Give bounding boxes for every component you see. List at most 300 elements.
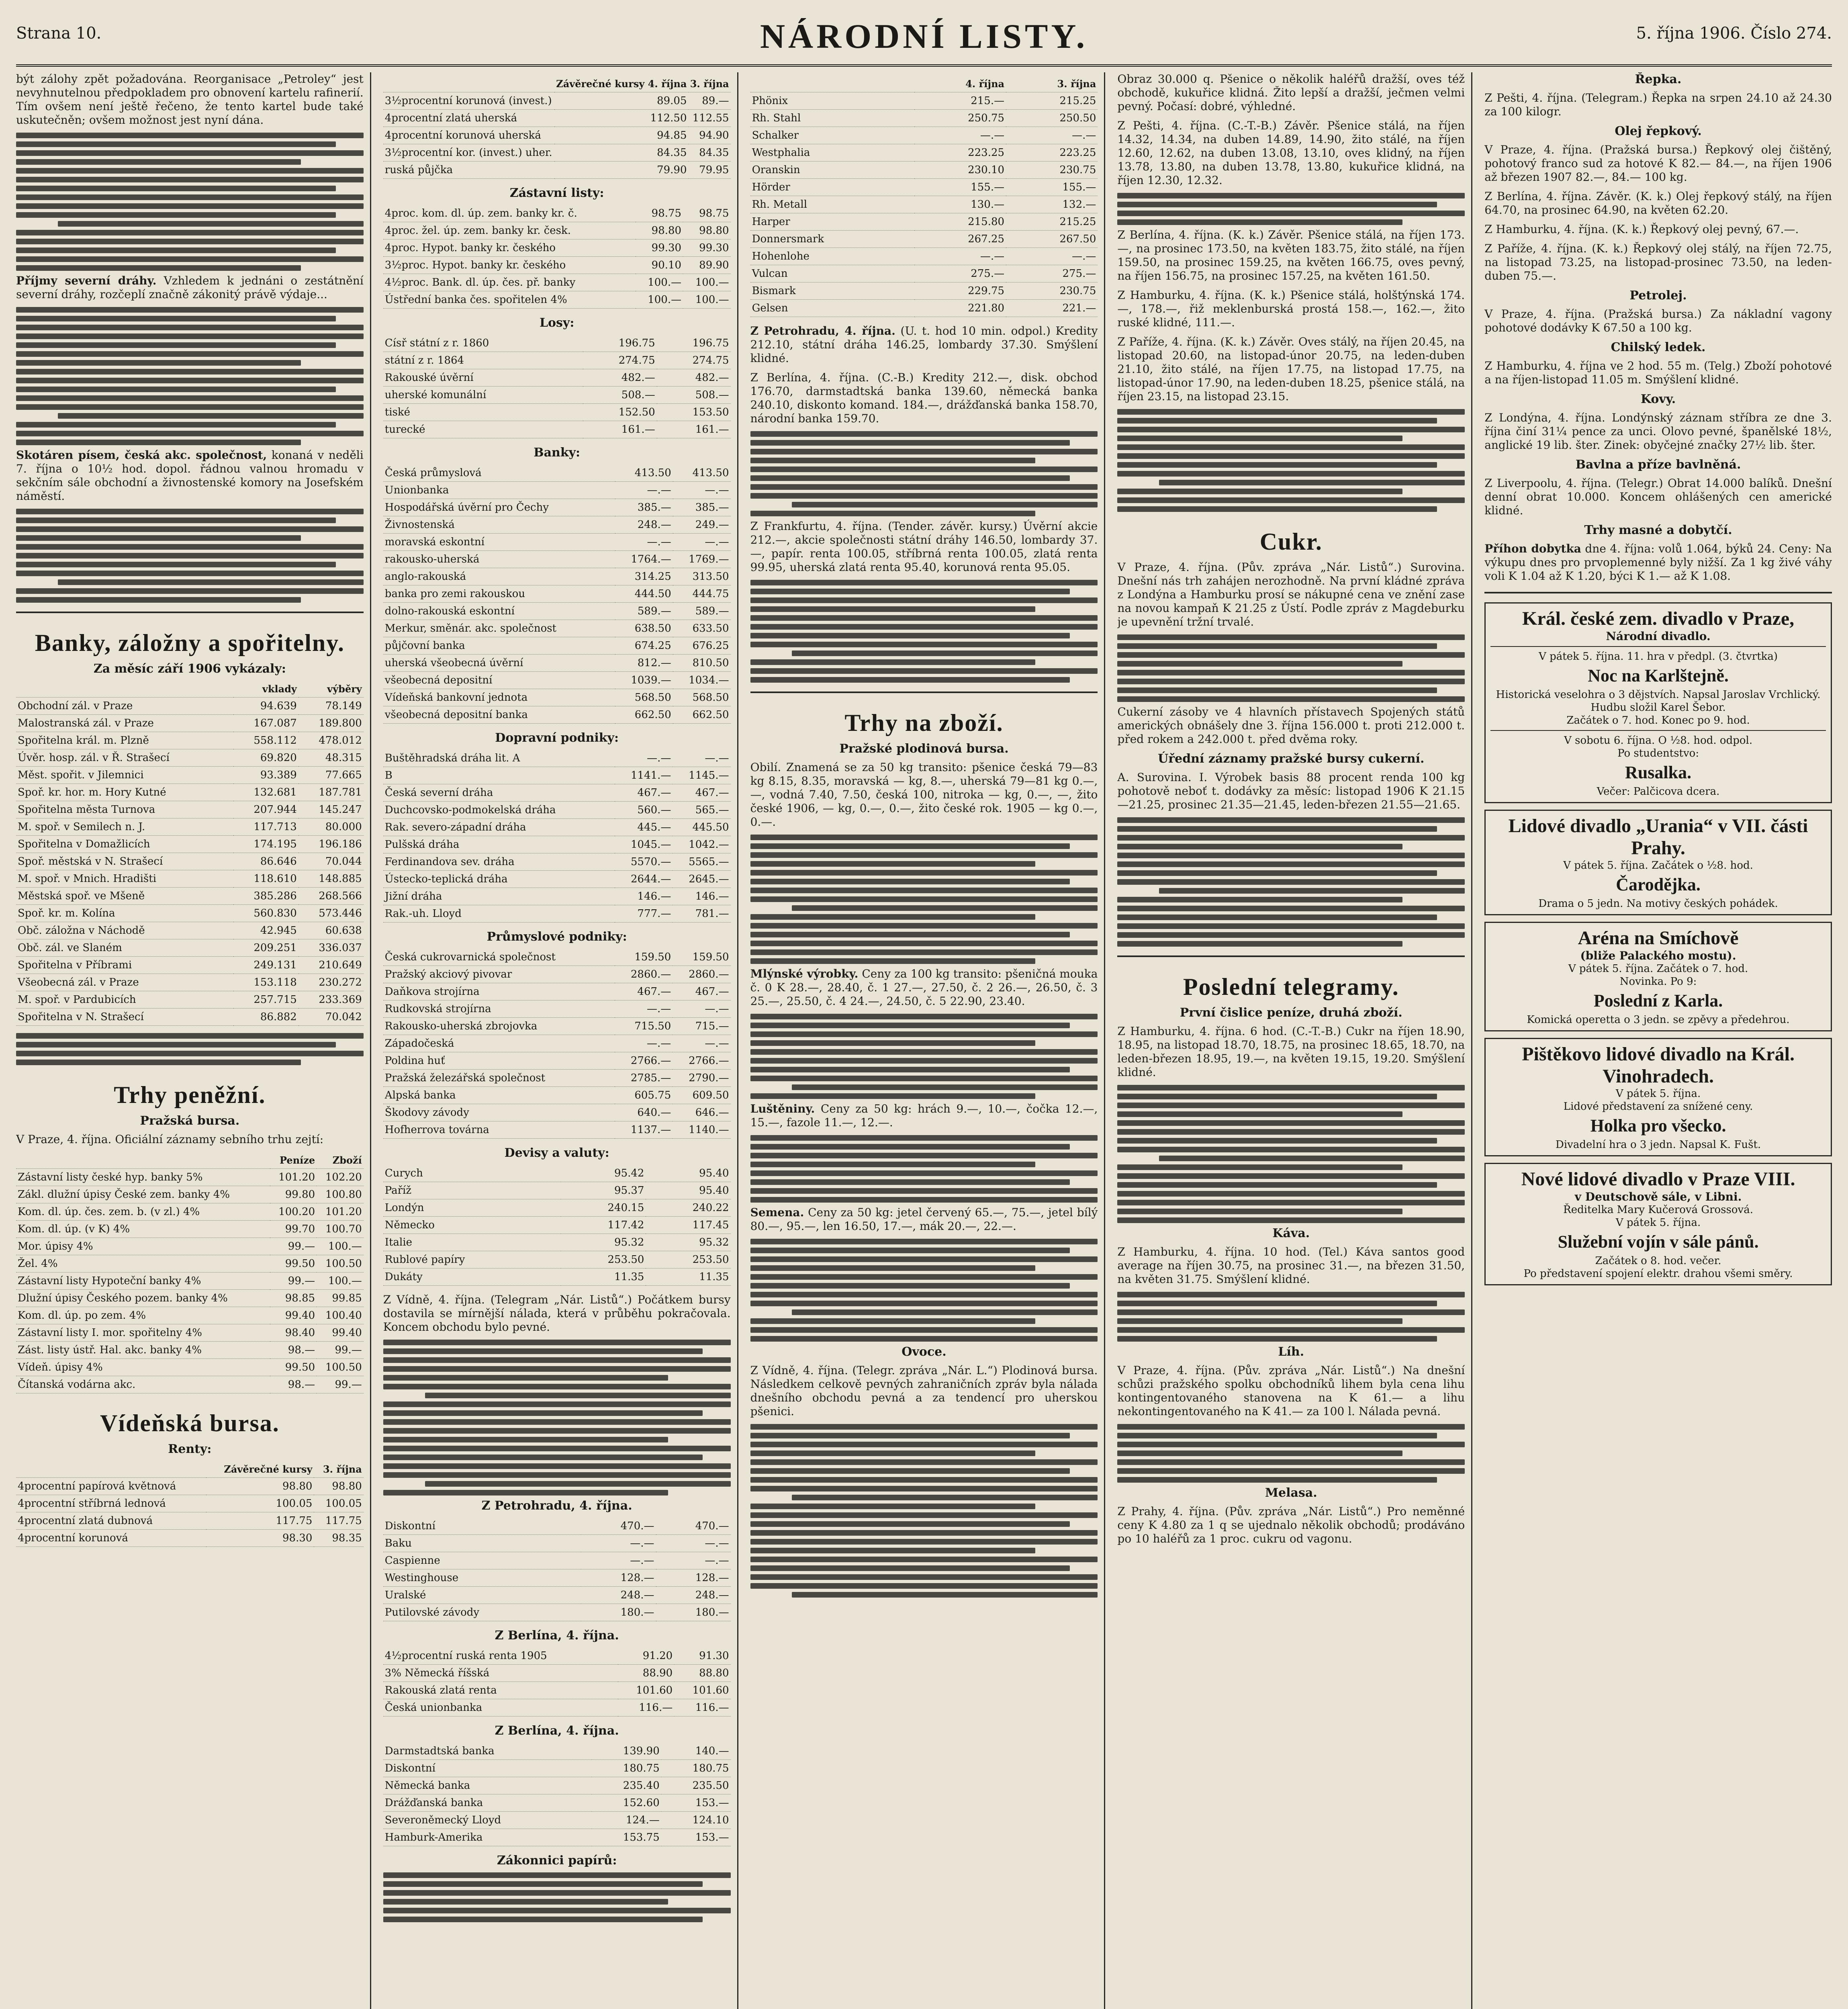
ad-line: Drama o 5 jedn. Na motivy českých pohádek.	[1538, 898, 1778, 910]
table-cell: Úvěr. hosp. zál. v Ř. Strašecí	[16, 749, 233, 767]
table-cell: anglo-rakouská	[383, 568, 615, 585]
table-cell: 715.50	[615, 1018, 673, 1035]
telegram-text: Z Hamburku, 4. října. 6 hod. (C.-T.-B.) Cukr na říjen 18.90, 18.95, na listopad 18.70, 18.75, na prosinec 18.65, 18.70, na leden-březen 18.95, 19.—, na květen 19.15, 19.20. Smýšlení klidné.	[1117, 1025, 1465, 1079]
table-cell: 91.30	[674, 1647, 730, 1665]
table-cell: 70.044	[298, 853, 364, 870]
table-row	[16, 1203, 364, 1221]
table-cell: Mor. úpisy 4%	[16, 1238, 270, 1255]
body-text	[1117, 409, 1465, 512]
table-cell: Česká unionbanka	[383, 1699, 618, 1716]
table-cell: 88.90	[618, 1665, 674, 1682]
pest-text: Z Pešti, 4. října. (C.-T.-B.) Závěr. Pšenice stálá, na říjen 14.32, 14.34, na duben 14.89, 14.90, žito stálé, na říjen 12.60, 12.62, na duben 13.08, 13.10, oves klidný, na říjen 13.78, 13.80, na duben 13.78, 13.80, kukuřice klidná, na říjen 12.30, 12.32.	[1117, 119, 1465, 187]
table-cell: 100.50	[317, 1359, 364, 1376]
body-text	[750, 835, 1098, 964]
table-cell: Putilovské závody	[383, 1604, 581, 1621]
table-cell: 140.—	[661, 1743, 731, 1760]
table-cell: 100.80	[317, 1186, 364, 1203]
table-cell: 180.—	[656, 1604, 731, 1621]
table-row	[383, 482, 731, 499]
table-row	[16, 1221, 364, 1238]
lusteniny-paragraph	[750, 1102, 1098, 1129]
table-row	[383, 1070, 731, 1087]
table-row	[383, 92, 731, 110]
table-row	[750, 144, 1098, 162]
table-row	[383, 706, 731, 724]
table-cell: 257.715	[233, 991, 298, 1009]
table-row	[383, 127, 731, 144]
body-text	[383, 1872, 731, 1922]
table-cell: Všeobecná zál. v Praze	[16, 974, 233, 991]
table-row	[383, 499, 731, 516]
table-cell: 274.75	[583, 352, 657, 369]
trhy-masne-subtitle: Příhon dobytka	[1484, 542, 1581, 555]
table-cell: 215.—	[914, 92, 1006, 110]
table-cell: 98.35	[314, 1530, 363, 1547]
table-cell: Pražská železářská společnost	[383, 1070, 615, 1087]
table-cell: Spořitelna v Příbrami	[16, 957, 233, 974]
table-row	[383, 1182, 731, 1199]
table-cell: 128.—	[656, 1569, 731, 1587]
table-row	[383, 853, 731, 871]
petrolej-title: Petrolej.	[1629, 288, 1687, 303]
table-row	[750, 265, 1098, 282]
table-cell: 79.95	[689, 162, 731, 179]
table-cell: M. spoř. v Semilech n. J.	[16, 818, 233, 836]
table-cell: tiské	[383, 404, 583, 421]
table-cell: 90.10	[636, 257, 683, 274]
cukr-text-2: Cukerní zásoby ve 4 hlavních přístavech Spojených států amerických obnášely dne 3. října 156.000 t. proti 212.000 t. před rokem a 242.000 t. před dvěma roky.	[1117, 705, 1465, 746]
trhy-masne-text: dne 4. října: volů 1.064, býků 24. Ceny: Na výkupu dnes pro prvoplemenné byly nižší. Za 1 kg živé váhy voli K 1.04 až K 1.20, býci K 1.— až K 1.08.	[1484, 542, 1832, 583]
table-cell: 3% Německá říšská	[383, 1665, 618, 1682]
table-cell: 94.639	[233, 698, 298, 715]
table-row	[383, 568, 731, 585]
table-row	[383, 404, 731, 421]
table-row	[383, 551, 731, 568]
table-row	[383, 585, 731, 603]
table-cell: uherská všeobecná úvěrní	[383, 655, 615, 672]
table-cell: 86.882	[233, 1009, 298, 1026]
table-cell: Hofherrova továrna	[383, 1121, 615, 1139]
table-cell: uherské komunální	[383, 387, 583, 404]
table-cell: 4procentní korunová uherská	[383, 127, 554, 144]
kurs3-table	[750, 76, 1098, 317]
sklodrive-paragraph	[16, 448, 364, 503]
table-row	[750, 110, 1098, 127]
devisy-table	[383, 1165, 731, 1286]
table-cell: 196.75	[583, 335, 657, 352]
table-cell: Darmstadtská banka	[383, 1743, 592, 1760]
table-cell: Rakouská zlatá renta	[383, 1682, 618, 1699]
table-cell: —.—	[673, 534, 731, 551]
table-cell: Zást. listy ústř. Hal. akc. banky 4%	[16, 1342, 270, 1359]
ad-subtitle: (bliže Palackého mostu).	[1580, 949, 1736, 962]
trhy-penezni-text: V Praze, 4. října. Oficiální záznamy sebního trhu zejtí:	[16, 1133, 324, 1146]
table-row	[383, 637, 731, 655]
table-cell: 152.60	[592, 1794, 661, 1812]
table-cell: 146.—	[673, 888, 730, 905]
table-row	[383, 1251, 731, 1268]
table-cell: 4procentní zlatá dubnová	[16, 1512, 206, 1530]
table-cell: Obč. záložna v Náchodě	[16, 922, 233, 939]
table-cell: 467.—	[673, 983, 730, 1000]
table-row	[383, 1199, 731, 1217]
table-cell: Jižní dráha	[383, 888, 615, 905]
table-cell: Daňkova strojírna	[383, 983, 615, 1000]
chile-text: Z Hamburku, 4. října ve 2 hod. 55 m. (Telg.) Zboží pohotové a na říjen-listopad 11.05 m. Smýšlení klidné.	[1484, 359, 1832, 386]
table-cell: 638.50	[615, 620, 673, 637]
table-cell: 117.75	[206, 1512, 314, 1530]
table-cell: 153.—	[661, 1794, 731, 1812]
table-cell: Ústecko-teplická dráha	[383, 871, 615, 888]
table-row	[750, 127, 1098, 144]
table-cell: Rh. Metall	[750, 196, 914, 213]
table-cell: 89.05	[554, 92, 689, 110]
cukr-text: V Praze, 4. října. (Pův. zpráva „Nár. Listů“.) Surovina. Dnešní nás trh zahájen nerozhodně. Na první kládné zpráva z Londýna a Hamburku prosí se nákupné cena ve znění zase na novou kampaň K 21.25 z Ústí. Podle zpráv z Magdeburku je upevnění tržní trvalé.	[1117, 561, 1465, 628]
table-cell: turecké	[383, 421, 583, 438]
table-header: Závěrečné kursy 4. října	[554, 76, 689, 92]
table-row	[383, 620, 731, 637]
banky-subtitle: Za měsíc září 1906 vykázaly:	[93, 662, 286, 676]
table-cell: Žel. 4%	[16, 1255, 270, 1273]
table-row	[750, 92, 1098, 110]
table-cell: Spořitelna v Domažlicích	[16, 836, 233, 853]
table-cell: 233.369	[298, 991, 364, 1009]
ad-line: V pátek 5. října. Začátek o ½8. hod.	[1563, 859, 1753, 872]
table-cell: 445.50	[673, 819, 730, 836]
table-header: vklady	[233, 681, 298, 698]
ad-urania	[1484, 810, 1832, 915]
ad-play-title: Noc na Karlštejně.	[1588, 666, 1729, 685]
table-cell: 1145.—	[673, 767, 730, 784]
table-header: Peníze	[270, 1152, 317, 1169]
table-cell: Rak.-uh. Lloyd	[383, 905, 615, 923]
table-cell: Oranskin	[750, 162, 914, 179]
table-row	[383, 421, 731, 438]
table-row	[383, 1087, 731, 1104]
table-cell: —.—	[615, 1000, 673, 1018]
table-cell: 413.50	[615, 464, 673, 482]
table-cell: 78.149	[298, 698, 364, 715]
table-cell: 413.50	[673, 464, 731, 482]
table-cell: 4½procentní ruská renta 1905	[383, 1647, 618, 1665]
table-cell: 560.—	[615, 802, 673, 819]
table-header-row	[383, 76, 731, 92]
ad-separator	[1490, 730, 1826, 731]
divider	[750, 691, 1098, 693]
table-cell: 558.112	[233, 732, 298, 749]
table-row	[383, 1587, 731, 1604]
table-cell: 99.40	[270, 1307, 317, 1324]
table-cell: 482.—	[657, 369, 731, 387]
table-cell: Buštěhradská dráha lit. A	[383, 750, 615, 767]
table-cell: 124.10	[661, 1812, 731, 1829]
table-cell: Kom. dl. úp. po zem. 4%	[16, 1307, 270, 1324]
table-row	[383, 1794, 731, 1812]
table-cell: 314.25	[615, 568, 673, 585]
petrolej-text: V Praze, 4. října. (Pražská bursa.) Za nákladní vagony pohotové dodávky K 67.50 a 100 kg.	[1484, 307, 1832, 334]
table-cell: 777.—	[615, 905, 673, 923]
table-row	[383, 1552, 731, 1569]
berlin2-table	[383, 1743, 731, 1846]
table-cell: 100.—	[683, 291, 731, 309]
table-cell: 267.25	[914, 231, 1006, 248]
ovoce-title: Ovoce.	[902, 1345, 946, 1359]
body-text	[750, 1135, 1098, 1203]
renty-table	[16, 1461, 364, 1547]
petrograd-table	[383, 1518, 731, 1621]
table-cell: Westinghouse	[383, 1569, 581, 1587]
lih-text: V Praze, 4. října. (Pův. zpráva „Nár. Listů“.) Na dnešní schůzi pražského spolku obchodníků lihem byla cena lihu kontingentovaného stanovena na K 61.— a lihu nekontingentovaného na K 41.— za 100 l. Nálada pevná.	[1117, 1364, 1465, 1418]
page-number: Strana 10.	[16, 24, 102, 43]
table-cell: 98.40	[270, 1324, 317, 1342]
table-row	[383, 257, 731, 274]
table-cell: 100.05	[314, 1495, 363, 1512]
table-cell: 100.—	[683, 274, 731, 291]
body-text	[1117, 1292, 1465, 1342]
table-row	[750, 248, 1098, 265]
table-cell: Hörder	[750, 179, 914, 196]
table-row	[16, 1478, 364, 1495]
table-row	[16, 1290, 364, 1307]
table-cell: 1769.—	[673, 551, 731, 568]
table-cell: 100.—	[317, 1238, 364, 1255]
table-cell: 118.610	[233, 870, 298, 888]
table-row	[383, 603, 731, 620]
body-text	[16, 133, 364, 271]
body-text	[750, 1239, 1098, 1342]
table-row	[16, 1495, 364, 1512]
table-cell: 4procentní stříbrná lednová	[16, 1495, 206, 1512]
table-cell: banka pro zemi rakouskou	[383, 585, 615, 603]
table-cell: 210.649	[298, 957, 364, 974]
ad-line: Po představení spojení elektr. drahou všemi směry.	[1523, 1268, 1793, 1280]
table-cell: 215.25	[1006, 213, 1098, 231]
zastavni-table	[383, 205, 731, 309]
table-cell: 100.05	[206, 1495, 314, 1512]
table-cell: 130.—	[914, 196, 1006, 213]
table-cell: 91.20	[618, 1647, 674, 1665]
table-row	[383, 335, 731, 352]
table-cell: 662.50	[615, 706, 673, 724]
table-row	[383, 983, 731, 1000]
table-cell: Pulšská dráha	[383, 836, 615, 853]
table-header	[16, 681, 233, 698]
mlyn-paragraph	[750, 967, 1098, 1008]
ad-play-title: Služební vojín v sále pánů.	[1558, 1232, 1759, 1252]
table-cell: 715.—	[673, 1018, 730, 1035]
table-row	[383, 291, 731, 309]
olej-hamburk: Z Hamburku, 4. října. (K. k.) Řepkový olej pevný, 67.—.	[1484, 223, 1799, 236]
table-cell: 235.50	[661, 1777, 731, 1794]
table-cell: 444.75	[673, 585, 731, 603]
table-cell: Hamburk-Amerika	[383, 1829, 592, 1846]
ad-line: V pátek 5. října. Začátek o 7. hod.	[1568, 963, 1748, 975]
table-header: 3. října	[1006, 76, 1098, 92]
table-cell: 230.272	[298, 974, 364, 991]
table-row	[16, 991, 364, 1009]
body-text	[16, 1033, 364, 1065]
ad-line: V pátek 5. října.	[1615, 1217, 1701, 1229]
table-row	[383, 871, 731, 888]
kovy-title: Kovy.	[1640, 392, 1676, 406]
sklodrive-title: Skotáren písem, česká akc. společnost,	[16, 448, 267, 462]
table-cell: Česká průmyslová	[383, 464, 615, 482]
table-cell: Caspienne	[383, 1552, 581, 1569]
table-cell: 250.50	[1006, 110, 1098, 127]
table-row	[383, 1699, 731, 1716]
table-cell: všeobecná depositní banka	[383, 706, 615, 724]
table-row	[383, 352, 731, 369]
table-cell: 336.037	[298, 939, 364, 957]
table-cell: 508.—	[657, 387, 731, 404]
table-cell: Rakousko-uherská zbrojovka	[383, 1018, 615, 1035]
table-row	[16, 836, 364, 853]
table-cell: 2645.—	[673, 871, 730, 888]
column-3	[750, 72, 1106, 2009]
ad-play-title: Poslední z Karla.	[1593, 991, 1723, 1011]
table-cell: 2860.—	[673, 966, 730, 983]
table-cell: 235.40	[592, 1777, 661, 1794]
table-cell: 98.80	[636, 222, 683, 239]
table-cell: 101.20	[270, 1169, 317, 1186]
table-cell: 478.012	[298, 732, 364, 749]
olej-berlin: Z Berlína, 4. října. Závěr. (K. k.) Olej řepkový stálý, na říjen 64.70, na prosinec 64.90, na květen 62.20.	[1484, 190, 1832, 217]
table-cell: 145.247	[298, 801, 364, 818]
table-cell: —.—	[581, 1535, 656, 1552]
table-cell: Rublové papíry	[383, 1251, 561, 1268]
table-cell: 99.30	[683, 239, 731, 257]
table-cell: 116.—	[674, 1699, 730, 1716]
berlin-table	[383, 1647, 731, 1716]
table-cell: Rudkovská strojírna	[383, 1000, 615, 1018]
table-cell: Schalker	[750, 127, 914, 144]
table-cell: 1045.—	[615, 836, 673, 853]
ad-line: Ředitelka Mary Kučerová Grossová.	[1563, 1204, 1753, 1216]
table-cell: Italie	[383, 1234, 561, 1251]
banky-title: Banky, záložny a spořitelny.	[35, 630, 345, 656]
table-row	[383, 239, 731, 257]
cukr-kurs-title: Úřední záznamy pražské bursy cukerní.	[1158, 752, 1425, 766]
table-cell: 385.286	[233, 888, 298, 905]
table-cell: 674.25	[615, 637, 673, 655]
mlyn-title: Mlýnské výrobky.	[750, 967, 859, 980]
cukr-title: Cukr.	[1259, 528, 1323, 555]
table-cell: 2860.—	[615, 966, 673, 983]
ad-arena-smichov	[1484, 922, 1832, 1031]
body-text	[1117, 1085, 1465, 1223]
ad-line: Po studentstvo:	[1617, 747, 1699, 759]
bond-table	[16, 1152, 364, 1393]
table-cell: 48.315	[298, 749, 364, 767]
losy-table	[383, 335, 731, 438]
renty-title: Renty:	[168, 1442, 212, 1456]
zastavni-title: Zástavní listy:	[509, 186, 604, 200]
table-cell: Spoř. kr. m. Kolína	[16, 905, 233, 922]
hamburk-text: Z Hamburku, 4. října. (K. k.) Pšenice stálá, holštýnská 174.—, 178.—, řiž meklenburská prostá 158.—, 162.—, žito ruské klidné, 111.—.	[1117, 288, 1465, 329]
trhy-zbozi-title: Trhy na zboží.	[844, 710, 1004, 736]
table-cell: 112.50	[554, 110, 689, 127]
table-cell: 98.30	[206, 1530, 314, 1547]
body-text	[750, 1424, 1098, 1598]
table-cell: moravská eskontní	[383, 534, 615, 551]
divider	[1117, 955, 1465, 957]
body-text	[16, 509, 364, 603]
table-cell: 662.50	[673, 706, 731, 724]
table-cell: 99.—	[317, 1376, 364, 1393]
table-cell: —.—	[673, 482, 731, 499]
table-cell: Phönix	[750, 92, 914, 110]
table-row	[16, 732, 364, 749]
vienna-bursa-title: Vídeňská bursa.	[100, 1410, 280, 1436]
banky2-title: Banky:	[534, 446, 581, 460]
table-row	[383, 949, 731, 966]
table-cell: Donnersmark	[750, 231, 914, 248]
table-cell: 1141.—	[615, 767, 673, 784]
table-cell: 2766.—	[615, 1052, 673, 1070]
table-cell: 77.665	[298, 767, 364, 784]
table-cell: 89.—	[689, 92, 731, 110]
table-header	[383, 76, 554, 92]
table-cell: 100.50	[317, 1255, 364, 1273]
table-row	[383, 888, 731, 905]
table-row	[383, 1665, 731, 1682]
table-cell: —.—	[615, 1035, 673, 1052]
table-header-row	[16, 1152, 364, 1169]
table-cell: 100.—	[636, 291, 683, 309]
table-cell: 4proc. kom. dl. úp. zem. banky kr. č.	[383, 205, 636, 222]
table-cell: 568.50	[673, 689, 731, 706]
table-row	[16, 1530, 364, 1547]
ad-line: Divadelní hra o 3 jedn. Napsal K. Fušt.	[1556, 1139, 1761, 1151]
table-cell: 385.—	[615, 499, 673, 516]
table-row	[16, 1376, 364, 1393]
ad-line: V pátek 5. října. 11. hra v předpl. (3. čtvrtka)	[1539, 651, 1778, 663]
table-cell: 609.50	[673, 1087, 730, 1104]
table-cell: 99.30	[636, 239, 683, 257]
table-cell: 2644.—	[615, 871, 673, 888]
table-cell: 95.37	[561, 1182, 646, 1199]
chile-title: Chilský ledek.	[1611, 340, 1706, 354]
table-row	[16, 715, 364, 732]
table-cell: 189.800	[298, 715, 364, 732]
table-row	[750, 282, 1098, 300]
table-cell: 84.35	[689, 144, 731, 162]
table-cell: 810.50	[673, 655, 731, 672]
table-cell: 116.—	[618, 1699, 674, 1716]
table-cell: 153.75	[592, 1829, 661, 1846]
table-cell: 128.—	[581, 1569, 656, 1587]
table-cell: půjčovní banka	[383, 637, 615, 655]
table-cell: Ústřední banka čes. spořitelen 4%	[383, 291, 636, 309]
losy-title: Losy:	[539, 316, 574, 330]
table-cell: 2766.—	[673, 1052, 730, 1070]
table-cell: Diskontní	[383, 1760, 592, 1777]
table-cell: 11.35	[646, 1268, 730, 1286]
ad-title: Nové lidové divadlo v Praze VIII.	[1521, 1168, 1795, 1190]
table-cell: —.—	[656, 1535, 731, 1552]
table-row	[16, 784, 364, 801]
table-row	[383, 516, 731, 534]
table-cell: 313.50	[673, 568, 731, 585]
table-cell: 155.—	[1006, 179, 1098, 196]
table-row	[383, 1018, 731, 1035]
column-1	[16, 72, 371, 2009]
ad-separator	[1490, 646, 1826, 647]
table-cell: Severoněmecký Lloyd	[383, 1812, 592, 1829]
masthead	[16, 16, 1832, 67]
table-cell: 467.—	[673, 784, 730, 802]
table-cell: 174.195	[233, 836, 298, 853]
